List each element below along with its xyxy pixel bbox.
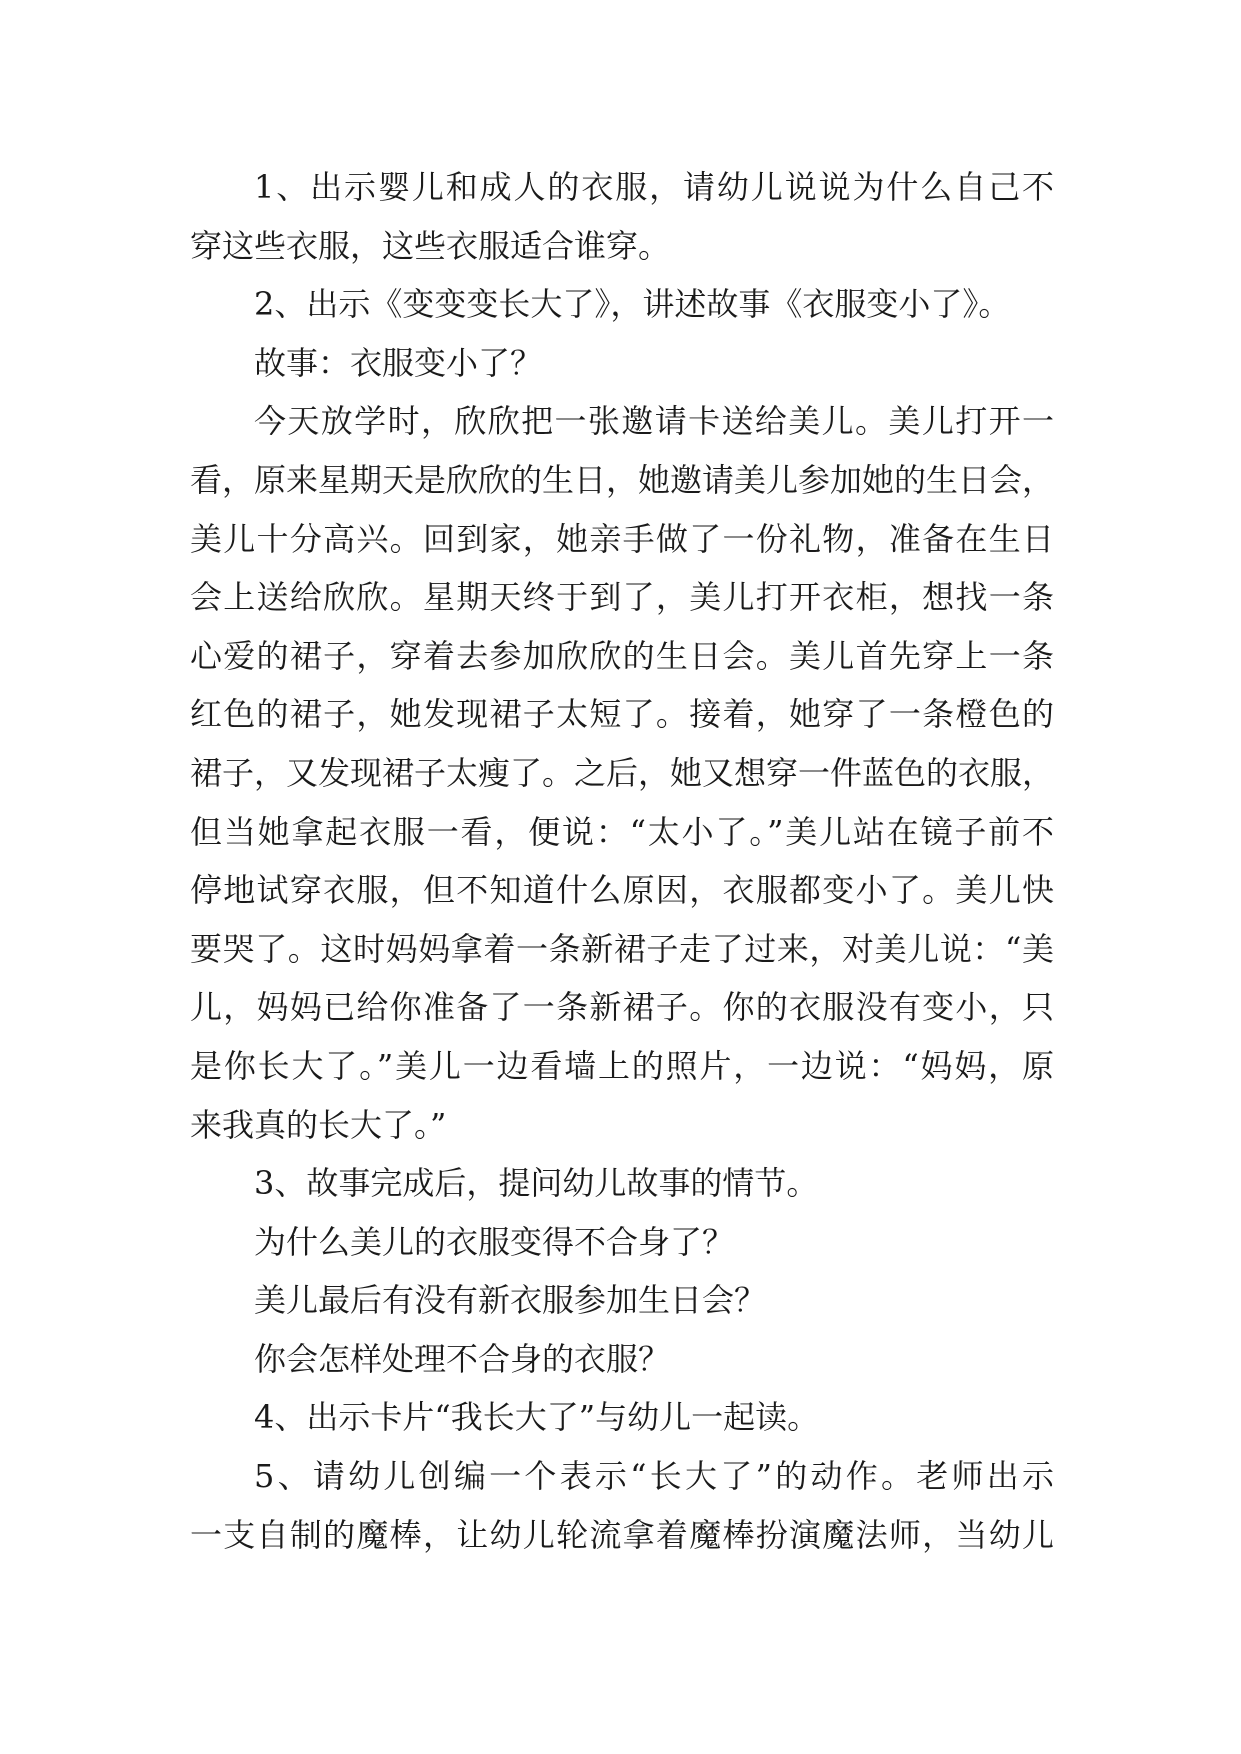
text-line: 裙子，又发现裙子太瘦了。之后，她又想穿一件蓝色的衣服， (190, 753, 1055, 792)
text-line: 是你长大了。”美儿一边看墙上的照片，一边说：“妈妈，原 (190, 1046, 1054, 1085)
text-line: 1、出示婴儿和成人的衣服，请幼儿说说为什么自己不 (254, 168, 1054, 206)
text-line: 故事：衣服变小了？ (254, 343, 543, 382)
text-line: 停地试穿衣服，但不知道什么原因，衣服都变小了。美儿快 (190, 871, 1054, 910)
paragraph-story-title (190, 334, 1054, 393)
paragraph-question-3 (190, 1330, 1054, 1389)
text-line: 4、出示卡片“我长大了”与幼儿一起读。 (254, 1398, 820, 1437)
text-line: 3、故事完成后，提问幼儿故事的情节。 (254, 1164, 819, 1203)
text-line: 美儿十分高兴。回到家，她亲手做了一份礼物，准备在生日 (190, 519, 1054, 558)
paragraph-step-2 (190, 275, 1054, 334)
text-line: 儿，妈妈已给你准备了一条新裙子。你的衣服没有变小，只 (190, 988, 1054, 1027)
paragraph-step-1 (190, 158, 1054, 275)
text-line: 2、出示《变变变长大了》，讲述故事《衣服变小了》。 (254, 285, 1011, 324)
paragraph-question-1 (190, 1213, 1054, 1272)
text-line: 来我真的长大了。” (190, 1105, 447, 1144)
paragraph-story-body (190, 392, 1054, 1154)
paragraph-step-4 (190, 1388, 1054, 1447)
text-line: 要哭了。这时妈妈拿着一条新裙子走了过来，对美儿说：“美 (190, 929, 1054, 968)
text-line: 美儿最后有没有新衣服参加生日会？ (254, 1281, 767, 1320)
text-line: 5、请幼儿创编一个表示“长大了”的动作。老师出示 (254, 1457, 1054, 1496)
document-body (190, 158, 1054, 1564)
paragraph-step-5 (190, 1447, 1054, 1564)
text-line: 但当她拿起衣服一看，便说：“太小了。”美儿站在镜子前不 (190, 812, 1054, 851)
text-line: 看，原来星期天是欣欣的生日，她邀请美儿参加她的生日会， (190, 460, 1055, 499)
text-line: 红色的裙子，她发现裙子太短了。接着，她穿了一条橙色的 (190, 695, 1054, 734)
paragraph-step-3 (190, 1154, 1054, 1213)
text-line: 会上送给欣欣。星期天终于到了，美儿打开衣柜，想找一条 (190, 578, 1054, 617)
text-line: 你会怎样处理不合身的衣服？ (254, 1339, 671, 1378)
paragraph-question-2 (190, 1271, 1054, 1330)
text-line: 一支自制的魔棒，让幼儿轮流拿着魔棒扮演魔法师，当幼儿 (190, 1515, 1054, 1554)
text-line: 今天放学时，欣欣把一张邀请卡送给美儿。美儿打开一 (254, 402, 1054, 441)
text-line: 心爱的裙子，穿着去参加欣欣的生日会。美儿首先穿上一条 (190, 636, 1054, 675)
text-line: 为什么美儿的衣服变得不合身了？ (254, 1222, 735, 1261)
text-line: 穿这些衣服，这些衣服适合谁穿。 (190, 226, 671, 265)
